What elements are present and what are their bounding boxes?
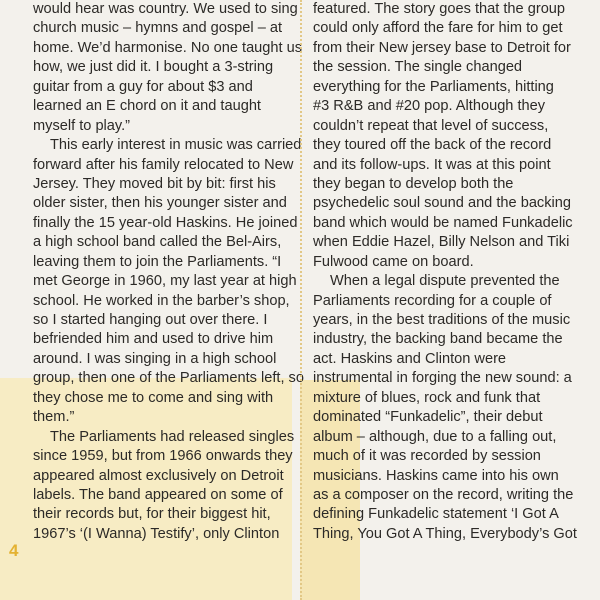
text-line: guitar from a guy for about $3 and	[33, 78, 253, 95]
text-line: they began to develop both the	[313, 175, 514, 192]
text-line: instrumental in forging the new sound: a	[313, 370, 572, 387]
text-line: mixture of blues, rock and funk that	[313, 389, 541, 406]
left-text-column	[33, 0, 303, 544]
text-line: they chose me to come and sing with	[33, 389, 274, 406]
column-divider	[300, 0, 302, 600]
text-line: 1967’s ‘(I Wanna) Testify’, only Clinton	[33, 525, 280, 542]
text-line: around. I was singing in a high school	[33, 350, 277, 367]
text-line: and its follow-ups. It was at this point	[313, 156, 551, 173]
text-line: psychedelic soul sound and the backing	[313, 195, 571, 212]
text-line: forward after his family relocated to New	[33, 156, 294, 173]
text-line: labels. The band appeared on some of	[33, 486, 283, 503]
text-line: met George in 1960, my last year at high	[33, 273, 297, 290]
text-line: Fulwood came on board.	[313, 253, 474, 270]
text-line: act. Haskins and Clinton were	[313, 350, 507, 367]
right-text-column	[313, 0, 583, 544]
text-line: school. He worked in the barber’s shop,	[33, 292, 290, 309]
text-line: group, then one of the Parliaments left, so	[33, 370, 304, 387]
text-line: album – although, due to a falling out,	[313, 428, 557, 445]
text-line: band which would be named Funkadelic	[313, 214, 573, 231]
text-line: appeared almost exclusively on Detroit	[33, 467, 284, 484]
text-line: would hear was country. We used to sing	[33, 1, 298, 17]
text-line: so I started hanging out over there. I	[33, 312, 268, 328]
paragraph-start-line: The Parliaments had released singles	[50, 428, 295, 445]
paragraph-start-line: This early interest in music was carried	[50, 137, 302, 154]
text-line: Jersey. They moved bit by bit: first his	[33, 175, 276, 192]
text-line: finally the 15 year-old Haskins. He joined	[33, 214, 298, 231]
paragraph-start-line: When a legal dispute prevented the	[330, 273, 560, 290]
text-line: how, we just did it. I bought a 3-string	[33, 59, 274, 76]
text-line: musicians. Haskins came into his own	[313, 467, 559, 484]
text-line: learned an E chord on it and taught	[33, 98, 261, 115]
text-line: since 1959, but from 1966 onwards they	[33, 448, 293, 465]
text-line: the session. The single changed	[313, 59, 523, 76]
text-line: #3 R&B and #20 pop. Although they	[313, 98, 546, 115]
text-line: couldn’t repeat that level of success,	[313, 117, 549, 134]
text-line: older sister, then his younger sister and	[33, 195, 287, 212]
text-line: when Eddie Hazel, Billy Nelson and Tiki	[313, 234, 570, 251]
text-line: they toured off the back of the record	[313, 137, 552, 154]
text-line: Parliaments recording for a couple of	[313, 292, 552, 309]
text-line: myself to play.”	[33, 117, 131, 134]
text-line: much of it was recorded by session	[313, 448, 541, 465]
text-line: befriended him and used to drive him	[33, 331, 274, 348]
text-line: could only afford the fare for him to get	[313, 20, 563, 37]
text-line: defining Funkadelic statement ‘I Got A	[313, 506, 559, 523]
text-line: from their New jersey base to Detroit for	[313, 39, 571, 56]
text-line: Thing, You Got A Thing, Everybody’s Got	[313, 525, 577, 542]
text-line: as a composer on the record, writing the	[313, 486, 574, 503]
text-line: years, in the best traditions of the music	[313, 312, 571, 328]
text-line: home. We’d harmonise. No one taught us	[33, 39, 303, 56]
text-line: their records but, for their biggest hit,	[33, 506, 271, 523]
text-line: leaving them to join the Parliaments. “I	[33, 253, 282, 270]
text-line: church music – hymns and gospel – at	[33, 20, 283, 37]
page-number: 4	[9, 541, 19, 560]
text-line: them.”	[33, 409, 75, 426]
text-line: a high school band called the Bel-Airs,	[33, 234, 282, 251]
text-line: featured. The story goes that the group	[313, 1, 566, 17]
text-line: industry, the backing band became the	[313, 331, 563, 348]
text-line: everything for the Parliaments, hitting	[313, 78, 554, 95]
text-line: dominated “Funkadelic”, their debut	[313, 409, 543, 426]
